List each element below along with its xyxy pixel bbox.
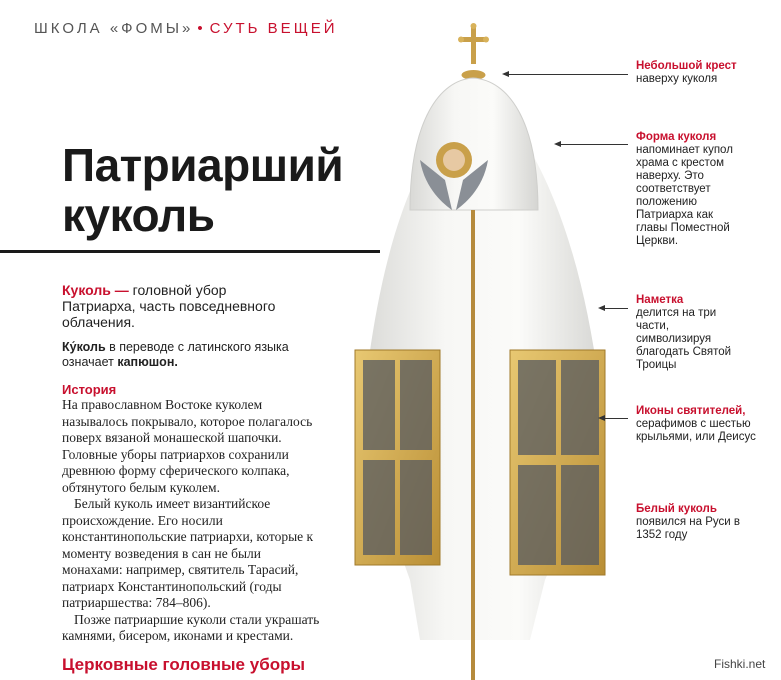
annotation-nametka	[636, 294, 736, 372]
etymology-text: в переводе с латинского языка означает	[62, 340, 289, 369]
annotation-icons-text: серафимов с шестью крыльями, или Деисус	[636, 418, 756, 443]
annotation-icons	[636, 405, 776, 444]
definition-text: головной убор Патриарха, часть повседневного облачения.	[62, 282, 276, 330]
annotation-nametka-text: делится на три части, символизируя благодать Святой Троицы	[636, 307, 732, 371]
watermark: Fishki.net	[714, 657, 766, 671]
annotation-white	[636, 503, 746, 542]
header-school: ШКОЛА «ФОМЫ»	[34, 20, 194, 37]
history-paragraph-1: На православном Востоке куколем называлось покрывало, которое полагалось поверх вязаной монашеской шапочки. Головные уборы патриархов сохранили древнюю форму сферического колпака, обтянутого белым куколем.	[62, 397, 313, 495]
footer-section-title: Церковные головные уборы	[62, 655, 305, 674]
annotation-cross	[636, 60, 776, 86]
annotation-icons-heading: Иконы святителей,	[636, 405, 746, 417]
annotation-cross-text: наверху куколя	[636, 73, 718, 85]
annotation-nametka-heading: Наметка	[636, 294, 684, 306]
header-section: СУТЬ ВЕЩЕЙ	[209, 20, 338, 37]
title-line-2: куколь	[62, 189, 215, 241]
history-text	[62, 397, 322, 645]
history-heading: История	[62, 382, 117, 397]
history-paragraph-3: Позже патриаршие куколи стали украшать камнями, бисером, иконами и крестами.	[62, 611, 320, 643]
title-line-1: Патриарший	[62, 139, 344, 191]
title-rule	[0, 250, 380, 253]
annotation-form-heading: Форма куколя	[636, 131, 717, 143]
annotation-white-text: появился на Руси в 1352 году	[636, 516, 740, 541]
history-paragraph-2: Белый куколь имеет византийское происхождение. Его носили константинопольские патриархи, которые к моменту возведения в сан не были монахами: например, святитель Тарасий, патриарх Константинопольский (годы патриаршества: 784–806).	[62, 496, 314, 610]
cross-icon	[458, 23, 489, 80]
definition-term: Куколь —	[62, 282, 129, 298]
header-dot: •	[197, 20, 206, 37]
magazine-header	[34, 20, 338, 37]
etymology-bold: капюшон.	[117, 355, 178, 369]
annotation-white-heading: Белый куколь	[636, 503, 717, 515]
annotation-cross-heading: Небольшой крест	[636, 60, 737, 72]
annotation-form	[636, 131, 746, 248]
page-title	[62, 140, 343, 240]
etymology-paragraph	[62, 340, 292, 370]
arrow-cross	[508, 74, 628, 75]
arrow-icons	[604, 418, 628, 419]
arrow-nametka	[604, 308, 628, 309]
annotation-form-text: напоминает купол храма с крестом наверху. Это соответствует положению Патриарха как главы Поместной Церкви.	[636, 144, 733, 247]
definition-paragraph	[62, 282, 292, 330]
center-line	[471, 210, 475, 680]
arrow-form	[560, 144, 628, 145]
koukol-illustration	[330, 20, 630, 680]
etymology-term: Ку́коль	[62, 340, 106, 354]
